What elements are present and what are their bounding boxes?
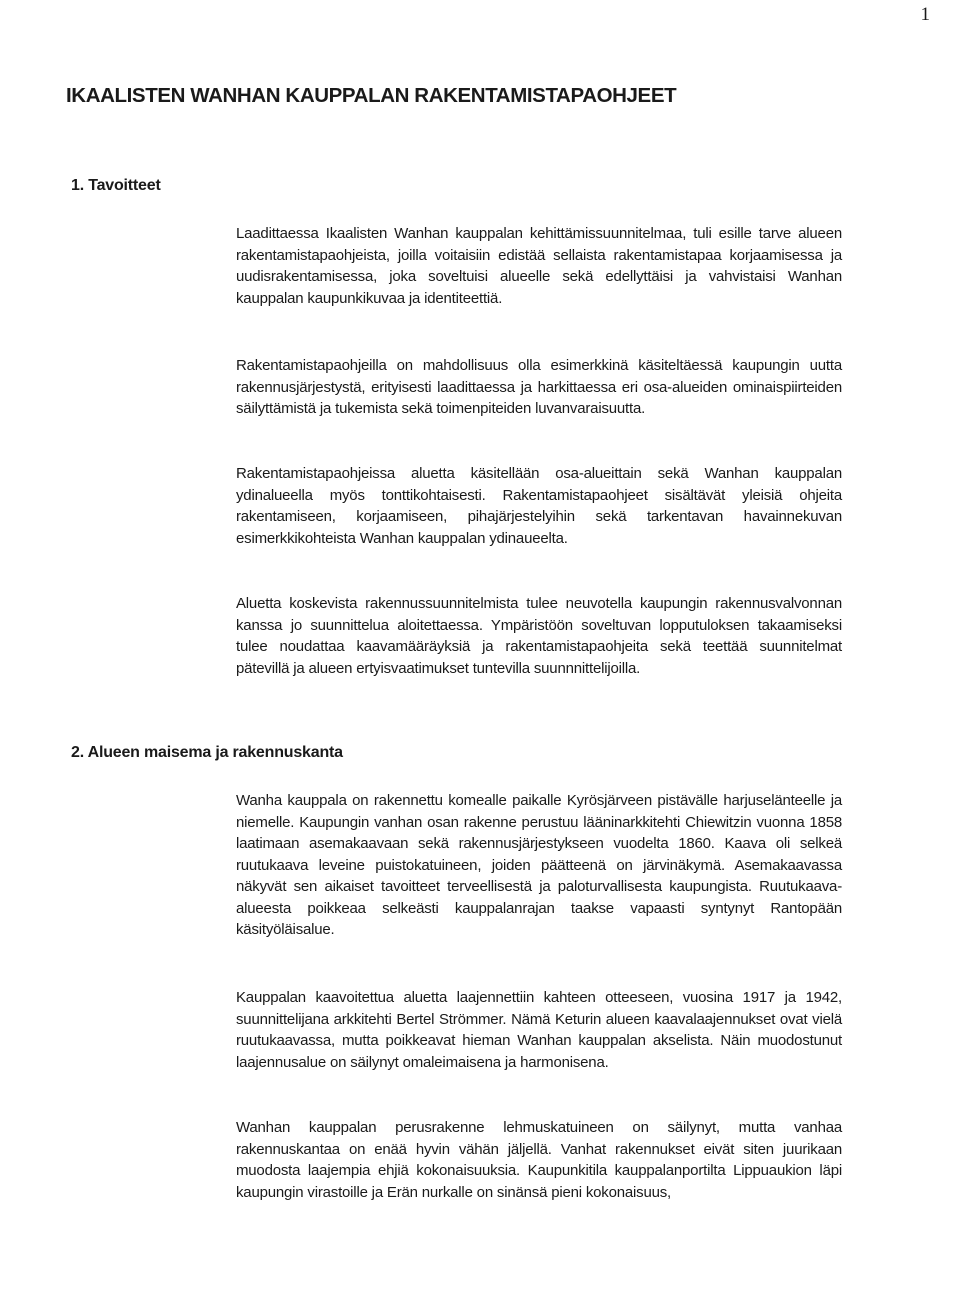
paragraph: Aluetta koskevista rakennussuunnitelmista tulee neuvotella kaupungin rakennusvalvonnan kanssa jo suunnittelua aloitettaessa. Ympäristöön soveltuvan lopputuloksen takaamiseksi tulee noudattaa kaavamääräyksiä ja rakentamistapaohjeita sekä teettää suunnitelmat pätevillä ja alueen ertyisvaatimukset tuntevilla suunnnittelijoilla. — [236, 595, 842, 677]
section-heading-maisema: 2. Alueen maisema ja rakennuskanta — [71, 744, 343, 761]
paragraph: Wanhan kauppalan perusrakenne lehmuskatuineen on säilynyt, mutta vanhaa rakennuskantaa on enää hyvin vähän jäljellä. Vanhat rakennukset eivät siten juurikaan muodosta laajempia ehjiä kokonaisuuksia. Kaupunkitila kauppalanportilta Lippuaukion läpi kaupungin virastoille ja Erän nurkalle on sinänsä pieni kokonaisuus, — [236, 1119, 842, 1201]
paragraph: Wanha kauppala on rakennettu komealle paikalle Kyrösjärveen pistävälle harjuselänteelle ja niemelle. Kaupungin vanhan osan rakenne perustuu lääninarkkitehti Chiewitzin vuonna 1858 laatimaan asemakaavaan sekä rakennusjärjestykseen vuodelta 1860. Kaava oli selkeä ruutukaava leveine puistokatuineen, joiden päätteenä on järvinäkymä. Asemakaavassa näkyvät sen aikaiset tavoitteet terveellisestä ja paloturvallisesta kaupungista. Ruutukaava-alueesta poikkeaa selkeästi kauppalanrajan taakse vapaasti syntynyt Rantopään käsityöläisalue. — [236, 792, 842, 938]
paragraph: Rakentamistapaohjeilla on mahdollisuus olla esimerkkinä käsiteltäessä kaupungin uutta rakennusjärjestystä, erityisesti laadittaessa ja harkittaessa eri osa-alueiden ominaispiirteiden säilyttämistä ja tukemista sekä toimenpiteiden luvanvaraisuutta. — [236, 357, 842, 417]
paragraph: Kauppalan kaavoitettua aluetta laajennettiin kahteen otteeseen, vuosina 1917 ja 1942, suunnittelijana arkkitehti Bertel Strömmer. Nämä Keturin alueen kaavalaajennukset ovat vielä ruutukaavassa, mutta poikkeavat hieman Wanhan kauppalan akselista. Näin muodostunut laajennusalue on säilynyt omaleimaisena ja harmonisena. — [236, 989, 842, 1071]
page-number: 1 — [920, 4, 930, 25]
paragraph: Laadittaessa Ikaalisten Wanhan kauppalan kehittämissuunnitelmaa, tuli esille tarve alueen rakentamistapaohjeista, joilla voitaisiin edistää sellaista rakentamistapaa korjaamisessa ja uudisrakentamisessa, joka soveltuisi alueelle sekä edellyttäisi ja vahvistaisi Wanhan kauppalan kaupunkikuvaa ja identiteettiä. — [236, 225, 842, 307]
document-title: IKAALISTEN WANHAN KAUPPALAN RAKENTAMISTAPAOHJEET — [66, 84, 677, 107]
section-heading-tavoitteet: 1. Tavoitteet — [71, 177, 161, 194]
paragraph: Rakentamistapaohjeissa aluetta käsitellään osa-alueittain sekä Wanhan kauppalan ydinalueella myös tonttikohtaisesti. Rakentamistapaohjeet sisältävät yleisiä ohjeita rakentamiseen, korjaamiseen, pihajärjestelyihin sekä tarkentavan havainnekuvan esimerkkikohteista Wanhan kauppalan ydinaueelta. — [236, 465, 842, 547]
